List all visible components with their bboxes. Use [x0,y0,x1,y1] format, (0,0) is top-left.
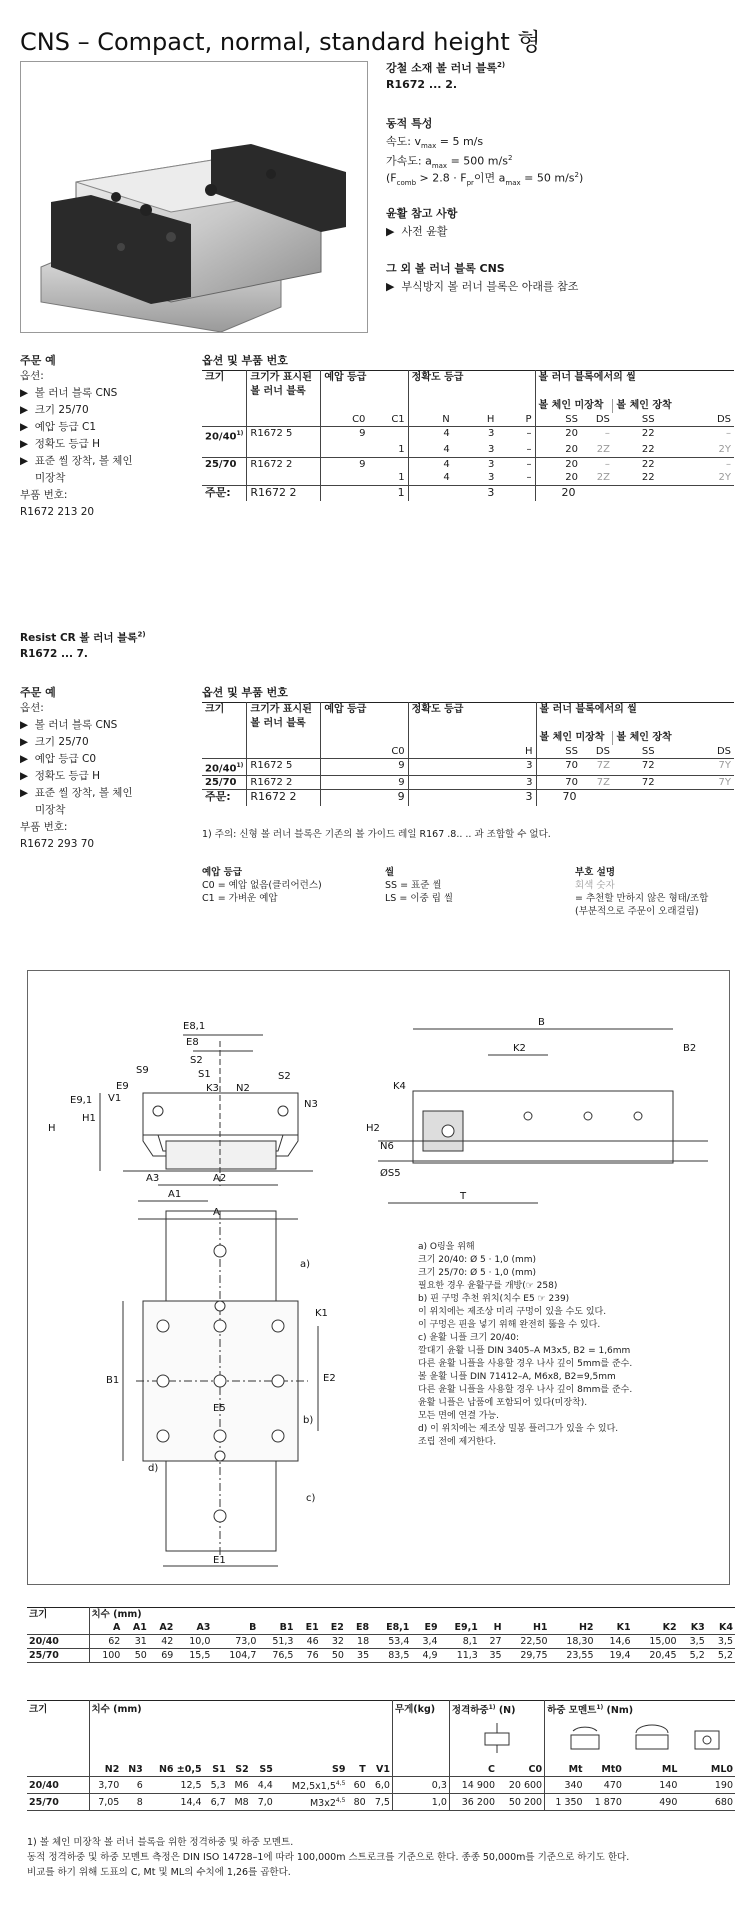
dim-cell: B [249,1622,257,1633]
label-n2: N2 [236,1083,250,1094]
dynamics-acceleration: 가속도: $a_{max} = 500$ $m/s^2$ [386,154,513,170]
dim-cell: 14,4 [180,1796,202,1808]
label-e1: E1 [213,1555,226,1566]
callout-b: b) [303,1415,314,1426]
col-with-chain: 볼 체인 장착 [613,731,734,745]
dim-cell: V1 [375,1764,390,1776]
order-example-title: 주문 예 [20,354,56,367]
col-accuracy: 정확도 등급 [408,703,536,717]
technical-drawing [27,970,730,1585]
lubrication-title: 윤활 참고 사항 [386,207,458,220]
ball-runner-block-illustration [21,62,368,333]
dim-cell: B1 [279,1622,294,1633]
pitch-moment-icon [632,1723,672,1753]
label-k4: K4 [393,1081,406,1092]
steel-part: R1672 ... 2. [386,78,458,91]
dim-cell: M2,5x1,5$^{4,5}$ [291,1780,346,1793]
dim-cell: 7,5 [374,1796,390,1808]
order-row: 주문: R1672 2 1 3 20 [202,485,734,501]
dim-cell: 4,9 [422,1650,438,1661]
sub-ds2: DS [716,413,731,425]
part-number-label: 부품 번호: [20,821,68,833]
order-option: 미장착 [35,472,66,484]
order-row: 주문: R1672 2 9 3 70 [202,790,734,806]
label-s2r: S2 [278,1071,291,1082]
dim-cell: N6 ±0,5 [158,1764,202,1776]
dimensions-table-1 [27,1607,735,1663]
footnote-ref: 4,5 [335,1797,346,1805]
dim-cell: 5,3 [210,1779,226,1791]
label-h1: H1 [82,1113,96,1124]
options-table-title: 옵션 및 부품 번호 [202,686,288,699]
footnote-ref: 4,5 [335,1780,346,1788]
table-row: 20/40 62 31 42 10,0 73,0 51,3 46 32 18 53,4 3,4 8,1 27 22,50 18,30 14,6 15,00 3,5 3,5 [29,1636,733,1647]
part-number-label: 부품 번호: [20,489,68,501]
dim-cell: K2 [662,1622,677,1633]
dim-cell: S1 [212,1764,226,1776]
options-table-title: 옵션 및 부품 번호 [202,354,288,367]
dim-cell: 19,4 [609,1650,631,1661]
dim-cell: 490 [659,1796,678,1808]
dim-cell: Mt [545,1763,585,1777]
order-option: ▶ 크기 25/70 [20,404,89,416]
label-a2: A2 [213,1173,227,1184]
dim-cell: 3,70 [89,1777,121,1794]
bullet-icon: ▶ [386,280,402,293]
dim-cell: 7,05 [89,1794,121,1811]
label-s2: S2 [190,1055,203,1066]
order-option: ▶ 표준 씰 장착, 볼 체인 [20,787,133,799]
footnote-2: 1) 볼 체인 미장착 볼 러너 블록을 위한 정격하중 및 하중 모멘트. 동적 정격하중 및 하중 모멘트 측정은 DIN ISO 14728–1에 따라 100,000m 스트로크를 기준으로 한다. 종종 50,000m를 기준으로 하기도 한다. 비교를 하기 위해 도표의 C, Mt 및 ML의 수치에 1,26를 곱한다. [27,1837,630,1878]
dim-cell: K4 [719,1622,733,1633]
col-dims: 치수 (mm) [89,1701,392,1718]
dim-cell: 6,0 [374,1779,390,1791]
sub-c0: C0 [321,413,369,427]
dim-cell: 14,6 [609,1636,631,1647]
dim-cell: 46 [306,1636,319,1647]
dim-cell: 3,4 [422,1636,438,1647]
dim-cell: S5 [259,1764,273,1776]
dim-cell: 42 [161,1636,174,1647]
load-icons-row [27,1717,735,1763]
sub-ss2: SS [641,413,655,425]
col-moment: 하중 모멘트$^{1)}$ (Nm) [545,1701,735,1718]
options-table-1 [202,370,734,501]
sub-ds: DS [595,413,610,425]
dim-cell: 22,50 [520,1636,548,1647]
dim-cell: ML [661,1764,678,1776]
label-n6: N6 [380,1141,394,1152]
sub-ss: SS [536,745,581,759]
dim-cell: 32 [331,1636,344,1647]
part-number: R1672 213 20 [20,506,95,518]
col-part-2: 볼 러너 블록 [247,717,321,731]
options-table-2 [202,702,734,806]
callout-c: c) [306,1493,316,1504]
dim-cell: 23,55 [566,1650,594,1661]
dim-cell: 20 600 [508,1779,543,1791]
table-row: 25/70 R1672 2 9 4 3 – 20 – 22 – [205,458,731,470]
footnote-ref: 2) [496,61,506,69]
page-title: CNS – Compact, normal, standard height 형 [20,28,541,56]
label-k1: K1 [315,1308,328,1319]
footnote-1: 1) 주의: 신형 볼 러너 블록은 기존의 볼 가이드 레일 R167 .8.. .. 과 조합할 수 없다. [202,829,551,840]
dim-cell: 3,5 [689,1636,705,1647]
label-s1: S1 [198,1069,211,1080]
table-row: 1 4 3 – 20 2Z 22 2Y [202,471,734,485]
order-option: 미장착 [35,804,66,816]
col-size: 크기 [29,1703,48,1715]
label-k2: K2 [513,1043,526,1054]
table-row: 25/70 100 50 69 15,5 104,7 76,5 76 50 35 83,5 4,9 11,3 35 29,75 23,55 19,4 20,45 5,2 5,2 [29,1650,733,1661]
dynamics-speed: 속도: $v_{max} = 5$ m/s [386,135,484,151]
col-weight: 무게(kg) [392,1701,449,1718]
dim-cell: 5,2 [689,1650,705,1661]
label-e9: E9 [116,1081,129,1092]
dim-cell: 73,0 [235,1636,257,1647]
dim-cell: 1,0 [392,1794,449,1811]
legend-preload: 예압 등급 C0 = 예압 없음(클리어런스) C1 = 가벼운 예압 [202,867,322,904]
dim-cell: 190 [714,1779,733,1791]
drawing-notes: a) O링을 위해 크기 20/40: Ø 5 · 1,0 (mm) 크기 25/70: Ø 5 · 1,0 (mm) 필요한 경우 윤활구를 개방(☞ 258) b) 핀 구멍 추천 위치(치수 E5 ☞ 239) 이 위치에는 제조상 미리 구멍이 있을 수도 있다. 이 구멍은 핀을 넣기 위해 완전히 뚫을 수 있다. c) 윤활 니플 크기 20/40: 깔대기 윤활 니플 DIN 3405–A M3x5, B2 = 1,6mm 다른 윤활 니플을 사용할 경우 나사 깊이 5mm를 준수. 볼 윤활 니플 DIN 71412–A, M6x8, B2=9,5mm 다른 윤활 니플을 사용할 경우 나사 깊이 8mm를 준수. 윤활 니플은 납품에 포함되어 있다(미장착). 모든 면에 연결 가능. d) 이 위치에는 제조상 밀봉 플러그가 있을 수 있다. 조립 전에 제거한다. [418,1242,633,1447]
label-e91: E9,1 [70,1095,93,1106]
dim-cell: 62 [89,1635,122,1649]
label-a3: A3 [146,1173,160,1184]
dim-cell: 1 350 [545,1794,585,1811]
dim-cell: 15,5 [189,1650,211,1661]
dim-cell: 50 [331,1650,344,1661]
label-s5: ØS5 [380,1168,401,1179]
steel-title: 강철 소재 볼 러너 블록 [386,61,497,75]
bullet-icon: ▶ [386,225,402,238]
dim-cell: K1 [616,1622,631,1633]
col-size: 크기 [205,704,225,715]
load-direction-icon [477,1723,517,1753]
dim-cell: 35 [489,1650,502,1661]
sub-ss: SS [535,413,581,427]
table-row: 20/40 3,70 6 12,5 5,3 M6 4,4 M2,5x1,5$^{4,5}$ 60 6,0 0,3 14 900 20 600 340 470 140 190 [27,1777,735,1794]
label-k3: K3 [206,1083,219,1094]
col-accuracy: 정확도 등급 [408,371,535,385]
dim-cell: 31 [134,1636,147,1647]
dim-cell: E9 [424,1622,438,1633]
resist-part: R1672 ... 7. [20,648,88,660]
dim-cell: 53,4 [388,1636,410,1647]
label-n3: N3 [304,1099,318,1110]
dimensions-table-2 [27,1700,735,1811]
callout-d: d) [148,1463,159,1474]
label-a: A [213,1207,220,1218]
dim-cell: 680 [714,1796,733,1808]
label-e8: E8 [186,1037,199,1048]
table-row: 20/40$^{1)}$ R1672 5 9 3 70 7Z 72 7Y [202,759,734,776]
dim-cell: 51,3 [272,1636,294,1647]
dim-cell: N3 [128,1764,143,1776]
label-e81: E8,1 [183,1021,206,1032]
col-preload: 예압 등급 [321,703,408,717]
order-option: ▶ 정확도 등급 H [20,438,101,450]
dim-cell: 104,7 [229,1650,257,1661]
label-e2: E2 [323,1373,336,1384]
dynamics-title: 동적 특성 [386,117,433,130]
options-label: 옵션: [20,702,44,714]
dim-cell: 15,00 [649,1636,677,1647]
dim-cell: 29,75 [520,1650,548,1661]
order-option: ▶ 볼 러너 블록 CNS [20,719,118,731]
sub-ds2: DS [716,745,731,757]
yaw-moment-icon [687,1723,727,1753]
col-with-chain: 볼 체인 장착 [613,399,734,413]
label-h2: H2 [366,1123,380,1134]
table-row: 1 4 3 – 20 2Z 22 2Y [202,443,734,457]
table-row: 25/70 R1672 2 9 3 70 7Z 72 7Y [202,776,734,790]
legend-codes: 부호 설명 회색 숫자 = 추천할 만하지 않은 형태/조합 (부분적으로 주문이 오래걸림) [575,867,709,917]
col-load: 정격하중$^{1)}$ (N) [449,1701,544,1718]
col-size: 크기 [29,1609,48,1620]
dim-cell: S2 [235,1764,249,1776]
dim-cell: 0,3 [392,1777,449,1794]
table-row: 25/70 7,05 8 14,4 6,7 M8 7,0 M3x2$^{4,5}$ 80 7,5 1,0 36 200 50 200 1 350 1 870 490 680 [27,1794,735,1811]
dim-cell: E8 [356,1622,370,1633]
col-seals: 볼 러너 블록에서의 씰 [535,371,734,385]
other-title: 그 외 볼 러너 블록 CNS [386,262,505,275]
dim-cell: 18,30 [566,1636,594,1647]
dim-cell: 35 [357,1650,370,1661]
torsion-moment-icon [565,1723,605,1753]
label-s9: S9 [136,1065,149,1076]
dim-cell: 4,4 [257,1779,273,1791]
dim-cell: 3,5 [717,1636,733,1647]
label-b1: B1 [106,1375,120,1386]
order-example-1 [20,352,190,521]
order-option: ▶ 표준 씰 장착, 볼 체인 [20,455,133,467]
legend-seal: 씰 SS = 표준 씰 LS = 이중 립 씰 [385,867,454,904]
product-photo [20,61,368,333]
col-no-chain: 볼 체인 미장착 [535,399,613,413]
col-no-chain: 볼 체인 미장착 [536,731,613,745]
label-a1: A1 [168,1189,182,1200]
label-b2: B2 [683,1043,697,1054]
dynamics-condition: ($F_{comb} > 2.8 \cdot F_{pr}$이면 $a_{max} = 50$ $m/s^2$) [386,171,584,187]
order-example-title: 주문 예 [20,686,56,699]
order-option: ▶ 크기 25/70 [20,736,89,748]
dim-cell: T [359,1764,366,1776]
options-label: 옵션: [20,370,44,382]
dim-cell: 69 [161,1650,174,1661]
dim-cell: 76 [306,1650,319,1661]
dim-cell: 470 [603,1779,622,1791]
label-v1: V1 [108,1093,122,1104]
dim-cell: 340 [545,1777,585,1794]
other-item: ▶ 부식방지 볼 러너 블록은 아래를 참조 [386,280,579,293]
dim-cell: H2 [578,1622,594,1633]
dim-cell: 76,5 [272,1650,294,1661]
dim-cell: 5,2 [717,1650,733,1661]
dim-cell: A3 [196,1622,211,1633]
dim-cell: A2 [159,1622,174,1633]
dim-cell: C [449,1763,497,1777]
dim-cell: 60 [353,1779,366,1791]
dim-cell: 100 [89,1649,122,1663]
dim-cell: 80 [353,1796,366,1808]
dim-cell: S9 [331,1764,346,1776]
order-option: ▶ 정확도 등급 H [20,770,101,782]
col-preload: 예압 등급 [321,371,408,385]
dim-cell: 6 [136,1779,143,1791]
dim-cell: 6,7 [210,1796,226,1808]
dim-cell: 12,5 [180,1779,202,1791]
dim-cell: 10,0 [189,1636,211,1647]
col-size: 크기 [205,372,225,383]
dim-cell: 50 200 [508,1796,543,1808]
dim-cell: 1 870 [594,1796,622,1808]
dim-cell: 140 [659,1779,678,1791]
dim-cell: 50 [134,1650,147,1661]
lubrication-item: ▶ 사전 윤활 [386,225,448,238]
sub-n: N [408,413,453,427]
label-t: T [460,1191,467,1202]
dim-cell: E2 [330,1622,344,1633]
dim-cell: 18 [357,1636,370,1647]
label-h: H [48,1123,56,1134]
dim-cell: K3 [690,1622,705,1633]
order-example-2 [20,684,190,853]
dim-cell: M6 [234,1779,249,1791]
dim-cell: 14 900 [449,1777,497,1794]
dim-cell: H1 [532,1622,548,1633]
sub-c0: C0 [321,745,408,759]
dim-cell: 83,5 [388,1650,410,1661]
dim-cell: 11,3 [456,1650,478,1661]
dim-cell: A [89,1621,122,1635]
resist-title: Resist CR 볼 러너 블록$^{2)}$ [20,630,146,644]
dim-cell: 20,45 [649,1650,677,1661]
dim-cell: 8 [136,1796,143,1808]
dim-cell: E8,1 [386,1622,410,1633]
label-b: B [538,1017,545,1028]
col-part: 크기가 표시된 [247,703,321,717]
order-option: ▶ 예압 등급 C0 [20,753,97,765]
dim-cell: 27 [489,1636,502,1647]
col-seals: 볼 러너 블록에서의 씰 [536,703,734,717]
dim-cell: M8 [234,1796,249,1808]
sub-c1: C1 [391,413,405,425]
dim-cell: ML0 [710,1764,733,1776]
callout-a: a) [300,1259,311,1270]
dim-cell: E9,1 [454,1622,478,1633]
dim-cell: M3x2$^{4,5}$ [309,1797,346,1810]
dim-cell: N2 [89,1763,121,1777]
label-e5: E5 [213,1403,226,1414]
part-number: R1672 293 70 [20,838,95,850]
dim-cell: 7,0 [257,1796,273,1808]
dim-cell: A1 [132,1622,147,1633]
dim-cell: 36 200 [449,1794,497,1811]
sub-p: P [525,413,532,425]
sub-ds: DS [595,745,610,757]
table-row: 20/40$^{1)}$ R1672 5 9 4 3 – 20 – 22 – [205,428,731,443]
dim-cell: 8,1 [462,1636,478,1647]
sub-h: H [486,413,495,425]
col-part: 크기가 표시된 [247,371,321,385]
order-option: ▶ 예압 등급 C1 [20,421,97,433]
col-part-2: 볼 러너 블록 [247,385,321,399]
dim-cell: C0 [528,1764,543,1776]
sub-ss2: SS [641,745,655,757]
dim-cell: H [493,1622,502,1633]
order-option: ▶ 볼 러너 블록 CNS [20,387,118,399]
dim-cell: E1 [305,1622,319,1633]
dim-cell: Mt0 [601,1764,622,1776]
dim-cell [392,1763,449,1777]
sub-h: H [408,745,536,759]
col-dims: 치수 (mm) [89,1608,735,1622]
